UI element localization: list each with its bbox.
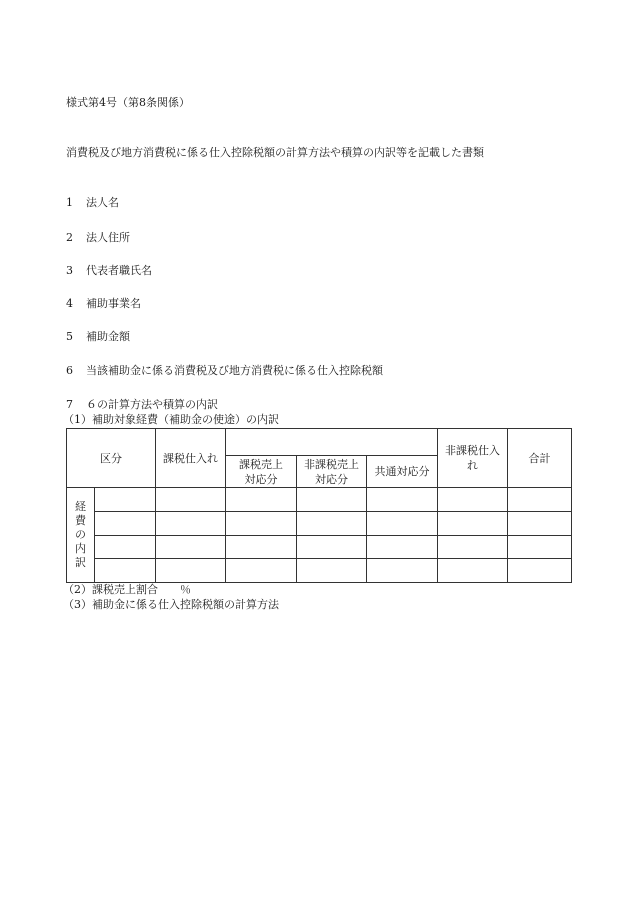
table-cell[interactable] bbox=[156, 512, 226, 536]
item-number: 6 bbox=[66, 364, 73, 377]
header-total: 合計 bbox=[508, 429, 572, 488]
list-item-6 bbox=[66, 364, 383, 378]
table-cell[interactable] bbox=[508, 488, 572, 512]
table-cell[interactable] bbox=[226, 488, 297, 512]
table-cell[interactable] bbox=[297, 536, 367, 559]
document-title: 消費税及び地方消費税に係る仕入控除税額の計算方法や積算の内訳等を記載した書類 bbox=[66, 146, 484, 159]
list-item-3 bbox=[66, 264, 152, 278]
item-number: 1 bbox=[66, 196, 73, 209]
item-number: 4 bbox=[66, 297, 73, 310]
table-cell[interactable] bbox=[297, 512, 367, 536]
table-cell[interactable] bbox=[367, 488, 438, 512]
section-heading-3: （3）補助金に係る仕入控除税額の計算方法 bbox=[63, 598, 279, 611]
item-label: ６の計算方法や積算の内訳 bbox=[86, 398, 218, 411]
table-cell[interactable] bbox=[95, 512, 156, 536]
table-cell[interactable] bbox=[508, 559, 572, 583]
table-cell[interactable] bbox=[438, 536, 508, 559]
table-cell[interactable] bbox=[508, 512, 572, 536]
item-label: 法人住所 bbox=[86, 231, 130, 244]
section-heading-1: （1）補助対象経費（補助金の使途）の内訳 bbox=[63, 413, 279, 426]
table-cell[interactable] bbox=[226, 512, 297, 536]
section-heading-2: （2）課税売上割合 ％ bbox=[63, 583, 191, 596]
header-nontaxable-sales: 非課税売上 対応分 bbox=[297, 456, 367, 488]
list-item-7 bbox=[66, 398, 218, 412]
item-number: 2 bbox=[66, 231, 73, 244]
table-cell[interactable] bbox=[367, 536, 438, 559]
list-item-5 bbox=[66, 330, 130, 344]
table-cell[interactable] bbox=[226, 559, 297, 583]
item-label: 補助事業名 bbox=[86, 297, 141, 310]
side-label: 経 費 の 内 訳 bbox=[75, 500, 86, 569]
list-item-4 bbox=[66, 297, 141, 311]
table-cell[interactable] bbox=[508, 536, 572, 559]
header-common: 共通対応分 bbox=[367, 456, 438, 488]
table-cell[interactable] bbox=[95, 488, 156, 512]
form-number: 様式第4号（第8条関係） bbox=[66, 96, 190, 109]
table-cell[interactable] bbox=[297, 488, 367, 512]
table-cell[interactable] bbox=[438, 512, 508, 536]
header-nontaxable-purchases: 非課税仕入 れ bbox=[438, 429, 508, 488]
table-cell[interactable] bbox=[156, 559, 226, 583]
side-label-cell bbox=[67, 488, 95, 583]
table-cell[interactable] bbox=[156, 488, 226, 512]
table-cell[interactable] bbox=[156, 536, 226, 559]
table-cell[interactable] bbox=[367, 559, 438, 583]
expense-breakdown-table bbox=[66, 428, 572, 583]
table-cell[interactable] bbox=[95, 536, 156, 559]
table-cell[interactable] bbox=[438, 559, 508, 583]
header-group-blank bbox=[226, 429, 438, 456]
item-label: 法人名 bbox=[86, 196, 119, 209]
list-item-1 bbox=[66, 196, 119, 210]
table-cell[interactable] bbox=[95, 559, 156, 583]
item-number: 3 bbox=[66, 264, 73, 277]
header-kubun: 区分 bbox=[67, 429, 156, 488]
item-label: 当該補助金に係る消費税及び地方消費税に係る仕入控除税額 bbox=[86, 364, 383, 377]
header-taxable-sales: 課税売上 対応分 bbox=[226, 456, 297, 488]
item-label: 代表者職氏名 bbox=[86, 264, 152, 277]
table-cell[interactable] bbox=[438, 488, 508, 512]
list-item-2 bbox=[66, 231, 130, 245]
item-label: 補助金額 bbox=[86, 330, 130, 343]
table-cell[interactable] bbox=[297, 559, 367, 583]
table-cell[interactable] bbox=[226, 536, 297, 559]
item-number: 5 bbox=[66, 330, 73, 343]
table-cell[interactable] bbox=[367, 512, 438, 536]
header-taxable-purchases: 課税仕入れ bbox=[156, 429, 226, 488]
item-number: 7 bbox=[66, 398, 73, 411]
